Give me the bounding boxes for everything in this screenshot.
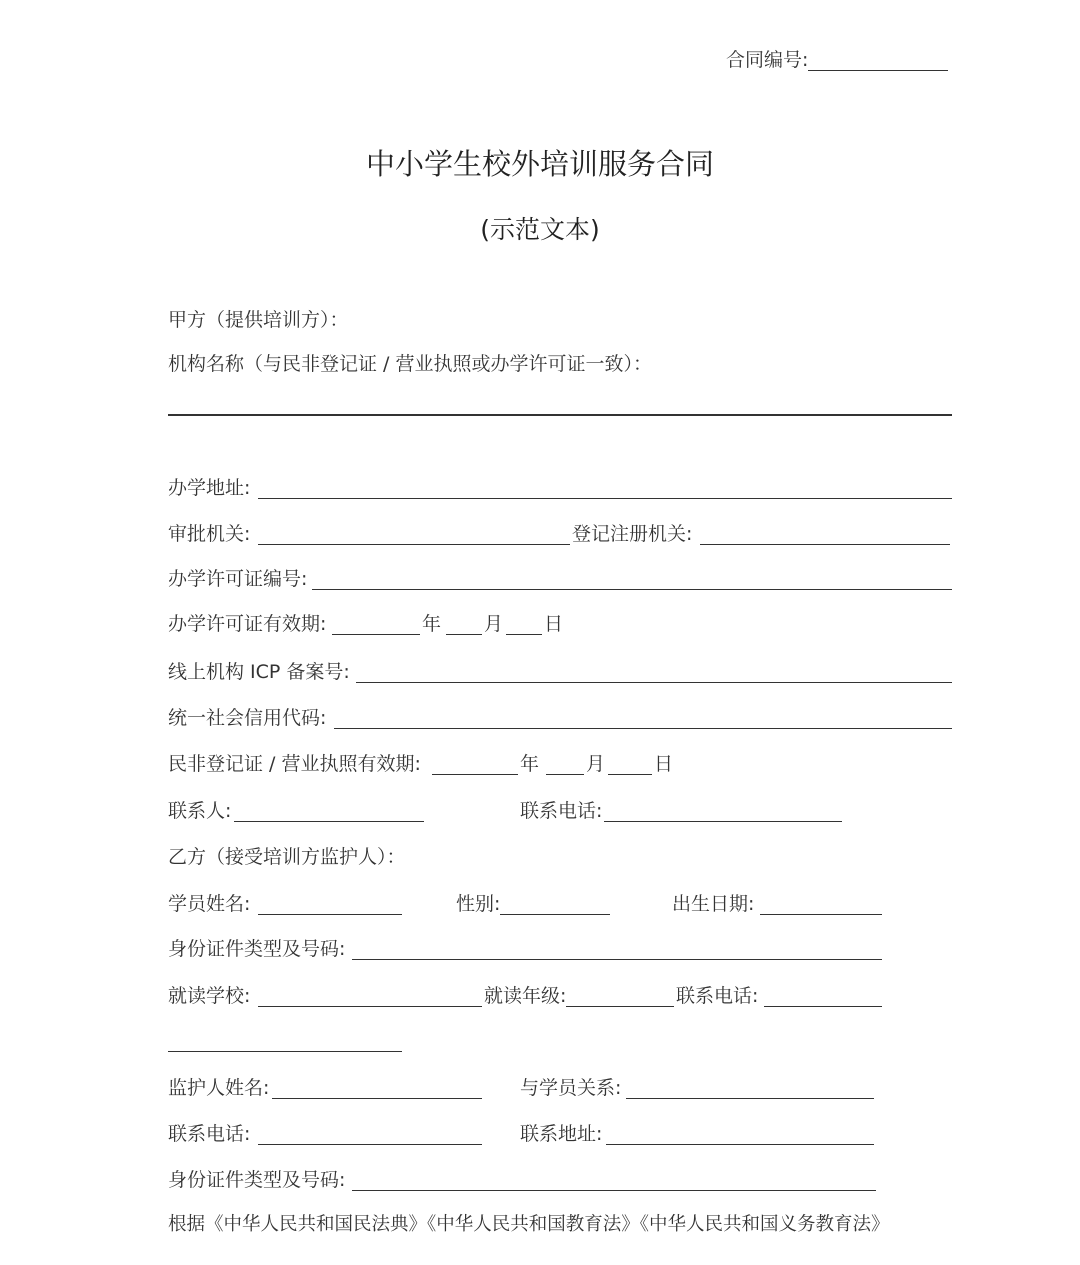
- registration-field[interactable]: [700, 520, 950, 545]
- gender-label: 性别:: [456, 893, 501, 915]
- credit-code-field[interactable]: [334, 704, 952, 729]
- contract-no-field[interactable]: [808, 46, 948, 71]
- school-label: 就读学校:: [168, 985, 251, 1007]
- school-field[interactable]: [258, 982, 482, 1007]
- month-unit: 月: [586, 753, 606, 775]
- biz-valid-label: 民非登记证 / 营业执照有效期:: [168, 753, 421, 775]
- guardian-id-label: 身份证件类型及号码:: [168, 1169, 346, 1191]
- grade-field[interactable]: [566, 982, 674, 1007]
- student-phone-label: 联系电话:: [676, 985, 759, 1007]
- guardian-address-label: 联系地址:: [520, 1123, 603, 1145]
- year-unit: 年: [520, 753, 540, 775]
- student-phone-field-continued[interactable]: [168, 1027, 402, 1052]
- license-valid-year-field[interactable]: [332, 610, 420, 635]
- icp-field[interactable]: [356, 658, 952, 683]
- license-no-label: 办学许可证编号:: [168, 568, 308, 590]
- guardian-phone-field[interactable]: [258, 1120, 482, 1145]
- license-valid-day-field[interactable]: [506, 610, 542, 635]
- document-subtitle: (示范文本): [480, 215, 600, 244]
- address-label: 办学地址:: [168, 477, 251, 499]
- guardian-name-label: 监护人姓名:: [168, 1077, 270, 1099]
- year-unit: 年: [422, 613, 442, 635]
- day-unit: 日: [544, 613, 564, 635]
- relation-field[interactable]: [626, 1074, 874, 1099]
- phone-field[interactable]: [604, 797, 842, 822]
- guardian-name-field[interactable]: [272, 1074, 482, 1099]
- student-name-label: 学员姓名:: [168, 893, 251, 915]
- credit-code-label: 统一社会信用代码:: [168, 707, 327, 729]
- license-valid-month-field[interactable]: [446, 610, 482, 635]
- contact-label: 联系人:: [168, 800, 232, 822]
- month-unit: 月: [484, 613, 504, 635]
- biz-valid-day-field[interactable]: [608, 750, 652, 775]
- biz-valid-year-field[interactable]: [432, 750, 518, 775]
- grade-label: 就读年级:: [484, 985, 567, 1007]
- party-a-heading: 甲方（提供培训方）：: [168, 309, 349, 331]
- contract-no-label: 合同编号:: [726, 49, 809, 71]
- contact-field[interactable]: [234, 797, 424, 822]
- approval-field[interactable]: [258, 520, 570, 545]
- registration-label: 登记注册机关:: [572, 523, 693, 545]
- license-no-field[interactable]: [312, 565, 952, 590]
- legal-basis-text: 根据《中华人民共和国民法典》《中华人民共和国教育法》《中华人民共和国义务教育法》: [168, 1214, 890, 1235]
- org-name-label: 机构名称（与民非登记证 / 营业执照或办学许可证一致）：: [168, 353, 652, 375]
- org-name-field[interactable]: [168, 414, 952, 416]
- icp-label: 线上机构 ICP 备案号:: [168, 661, 350, 683]
- birth-field[interactable]: [760, 890, 882, 915]
- party-b-heading: 乙方（接受培训方监护人）：: [168, 846, 406, 868]
- birth-label: 出生日期:: [672, 893, 755, 915]
- phone-label: 联系电话:: [520, 800, 603, 822]
- student-name-field[interactable]: [258, 890, 402, 915]
- id-label: 身份证件类型及号码:: [168, 938, 346, 960]
- license-valid-label: 办学许可证有效期:: [168, 613, 327, 635]
- guardian-address-field[interactable]: [606, 1120, 874, 1145]
- approval-label: 审批机关:: [168, 523, 251, 545]
- biz-valid-month-field[interactable]: [546, 750, 584, 775]
- document-title: 中小学生校外培训服务合同: [365, 147, 714, 181]
- guardian-id-field[interactable]: [352, 1166, 876, 1191]
- gender-field[interactable]: [500, 890, 610, 915]
- day-unit: 日: [654, 753, 674, 775]
- address-field[interactable]: [258, 474, 952, 499]
- id-field[interactable]: [352, 935, 882, 960]
- guardian-phone-label: 联系电话:: [168, 1123, 251, 1145]
- relation-label: 与学员关系:: [520, 1077, 622, 1099]
- student-phone-field[interactable]: [764, 982, 882, 1007]
